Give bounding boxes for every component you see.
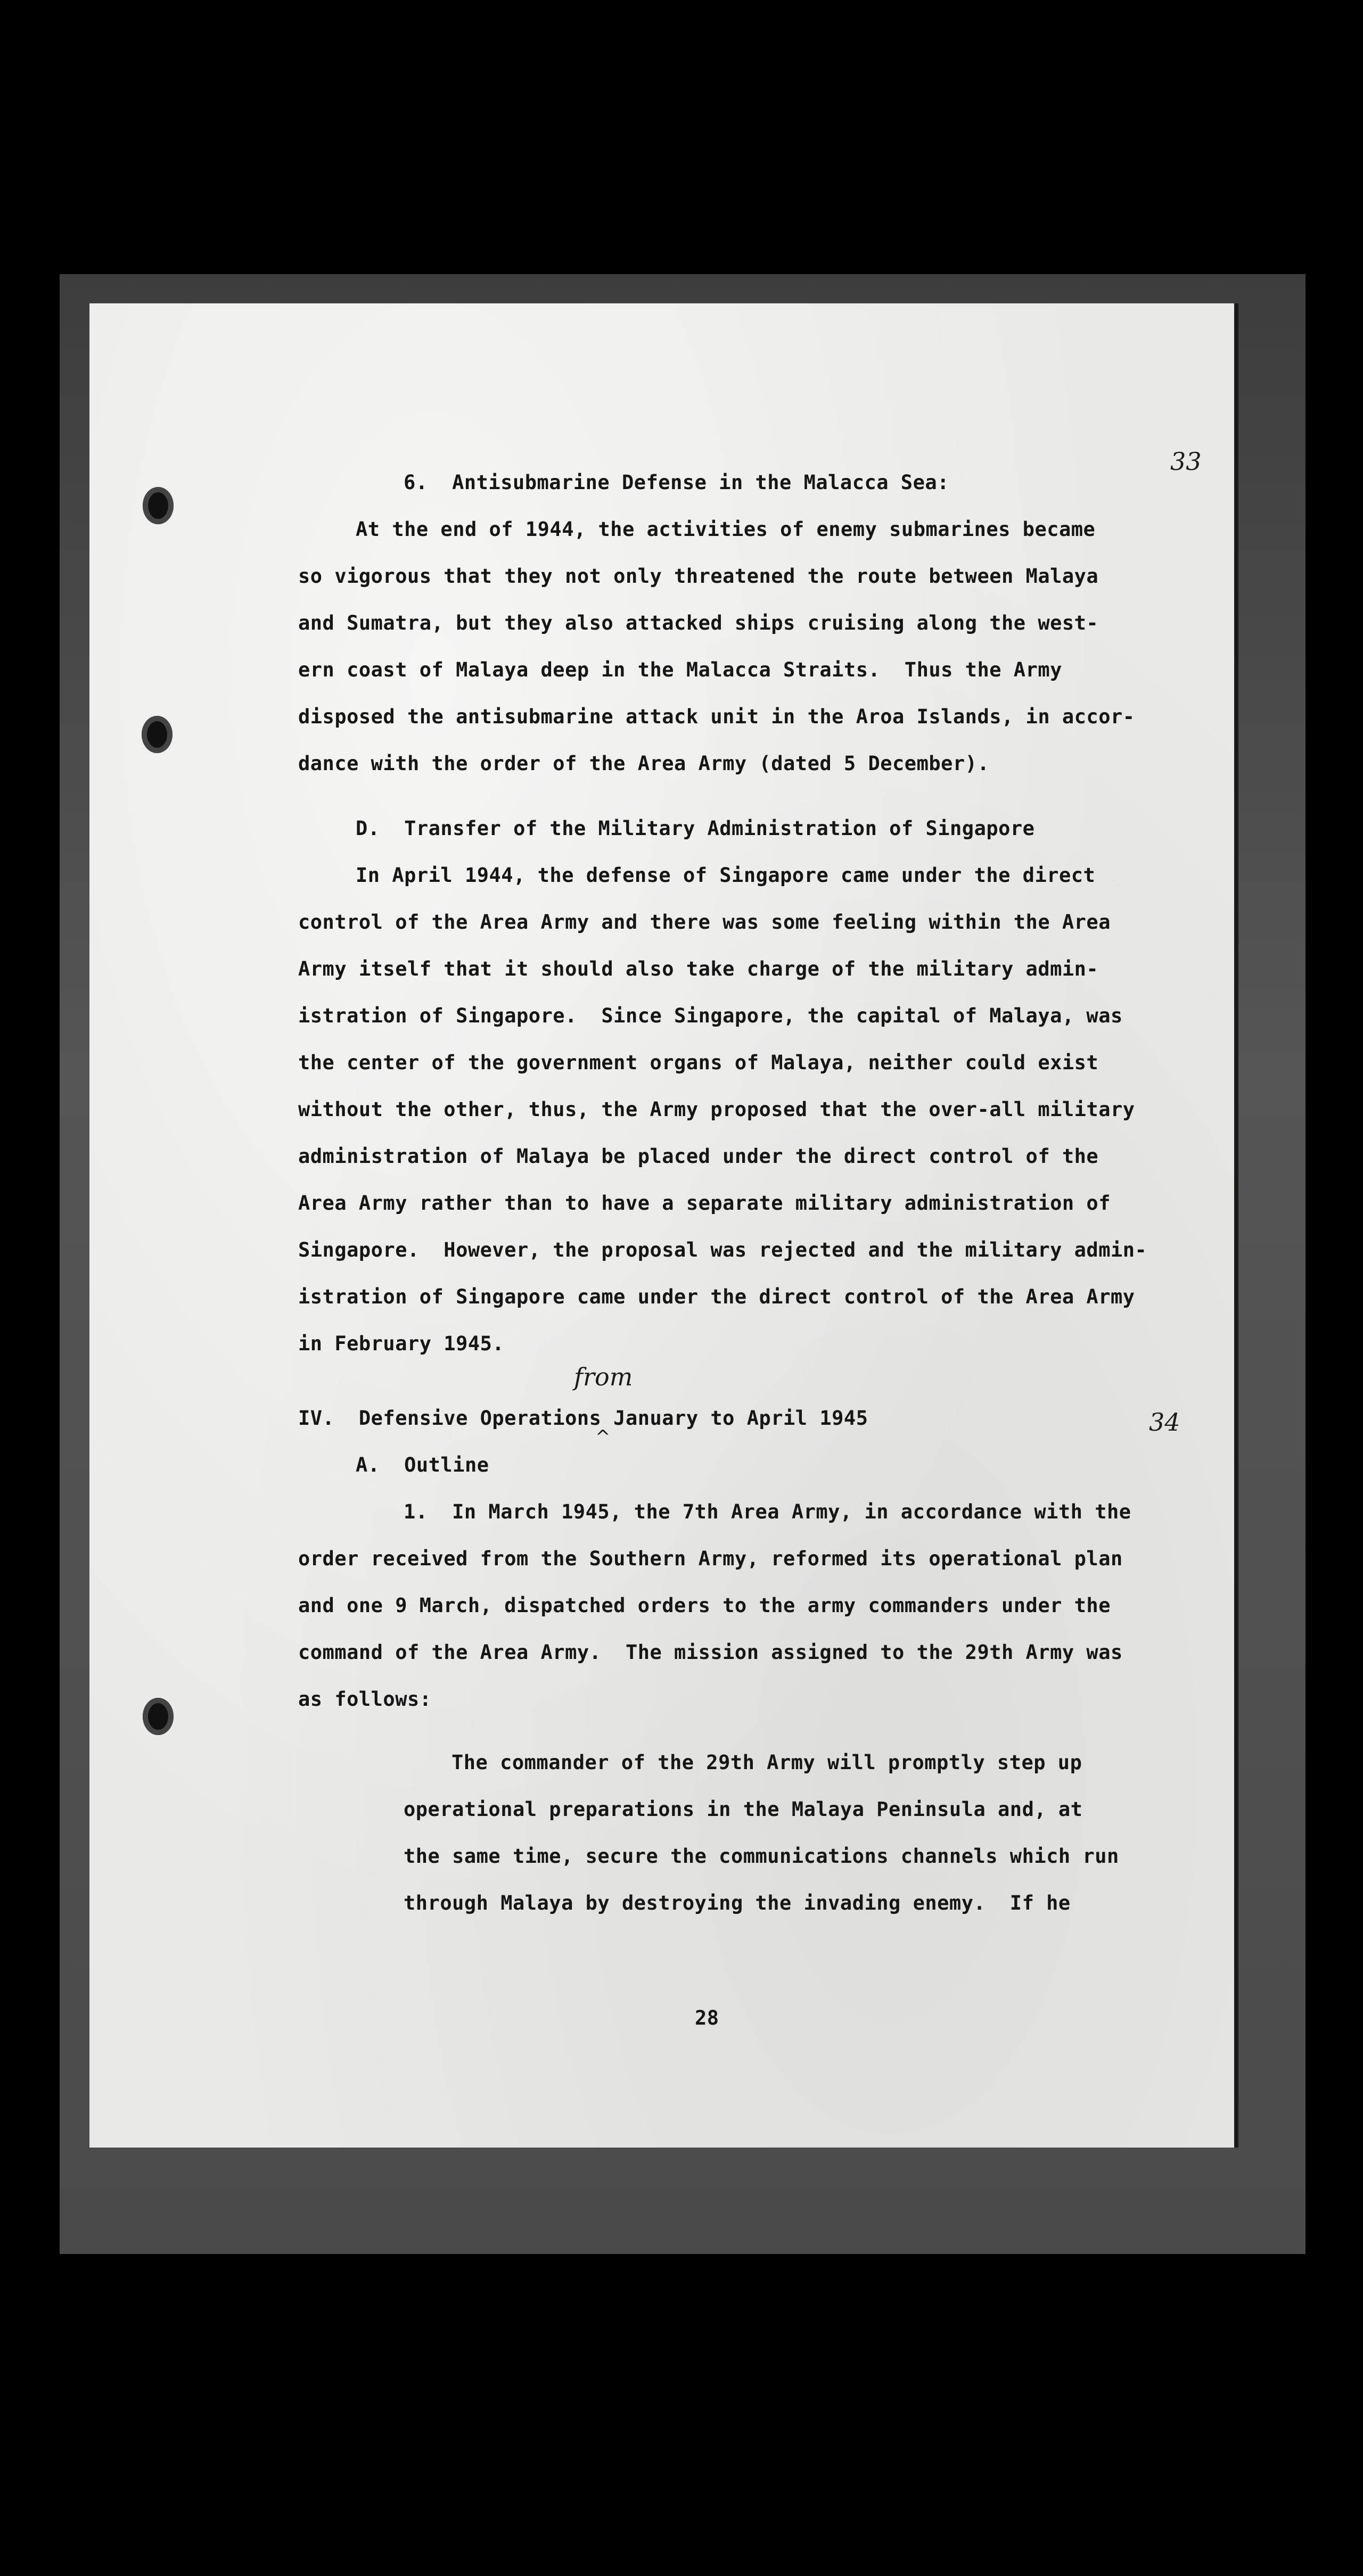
page-number: 28: [695, 2007, 719, 2029]
section-d-line-10: istration of Singapore came under the direct control of the Area Army: [298, 1285, 1135, 1308]
section-6-heading: 6. Antisubmarine Defense in the Malacca Sea:: [404, 471, 949, 494]
margin-note-section: 34: [1149, 1408, 1180, 1436]
punch-hole-middle: [142, 716, 173, 753]
margin-note-top: 33: [1170, 447, 1202, 476]
punch-hole-bottom: [143, 1698, 174, 1735]
quote-line-4: through Malaya by destroying the invading enemy. If he: [404, 1892, 1071, 1914]
section-d-line-3: Army itself that it should also take charge of the military admin-: [298, 957, 1099, 980]
insert-caret-icon: ^: [595, 1426, 611, 1448]
section-d-line-4: istration of Singapore. Since Singapore, the capital of Malaya, was: [298, 1004, 1123, 1027]
section-d-line-7: administration of Malaya be placed under the direct control of the: [298, 1145, 1099, 1168]
section-d-heading: D. Transfer of the Military Administration of Singapore: [356, 817, 1035, 840]
quote-line-2: operational preparations in the Malaya Peninsula and, at: [404, 1798, 1083, 1821]
section-d-line-5: the center of the government organs of Malaya, neither could exist: [298, 1051, 1099, 1074]
handwritten-insert: from: [574, 1363, 633, 1391]
section-d-line-2: control of the Area Army and there was some feeling within the Area: [298, 911, 1111, 934]
section-d-line-6: without the other, thus, the Army proposed that the over-all military: [298, 1098, 1135, 1121]
section-iv-line-4: command of the Area Army. The mission assigned to the 29th Army was: [298, 1641, 1123, 1664]
quote-line-3: the same time, secure the communications channels which run: [404, 1845, 1119, 1868]
section-6-line-3: and Sumatra, but they also attacked ships cruising along the west-: [298, 612, 1099, 634]
section-iv-line-5: as follows:: [298, 1688, 432, 1711]
section-d-line-1: In April 1944, the defense of Singapore came under the direct: [356, 864, 1096, 887]
section-iv-line-3: and one 9 March, dispatched orders to the army commanders under the: [298, 1594, 1111, 1617]
quote-line-1: The commander of the 29th Army will promptly step up: [451, 1751, 1082, 1774]
section-6-line-4: ern coast of Malaya deep in the Malacca Straits. Thus the Army: [298, 658, 1062, 681]
section-iv-heading: IV. Defensive Operations January to April 1945: [298, 1407, 868, 1430]
section-d-line-11: in February 1945.: [298, 1332, 505, 1355]
section-6-line-6: dance with the order of the Area Army (dated 5 December).: [298, 752, 990, 775]
section-6-line-2: so vigorous that they not only threatened the route between Malaya: [298, 565, 1099, 588]
section-iv-subheading: A. Outline: [356, 1454, 489, 1476]
section-d-line-9: Singapore. However, the proposal was rejected and the military admin-: [298, 1239, 1147, 1261]
section-6-line-5: disposed the antisubmarine attack unit in the Aroa Islands, in accor-: [298, 705, 1135, 728]
section-6-line-1: At the end of 1944, the activities of enemy submarines became: [356, 518, 1096, 541]
punch-hole-top: [143, 487, 174, 524]
section-iv-line-2: order received from the Southern Army, reformed its operational plan: [298, 1547, 1123, 1570]
section-iv-line-1: 1. In March 1945, the 7th Area Army, in accordance with the: [404, 1500, 1131, 1523]
document-page: [89, 303, 1234, 2148]
section-d-line-8: Area Army rather than to have a separate military administration of: [298, 1192, 1111, 1215]
